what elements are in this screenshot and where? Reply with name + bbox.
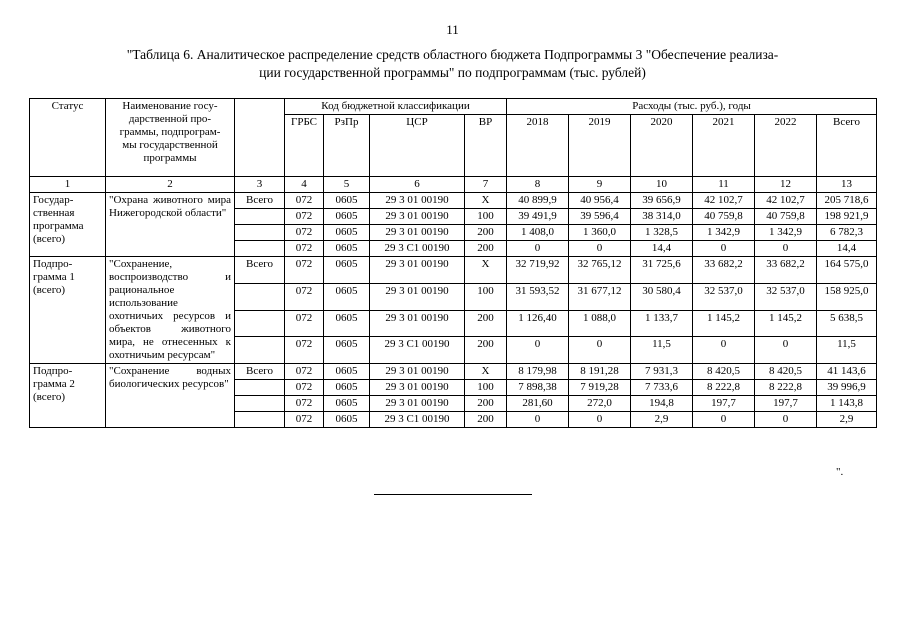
col-number: 9 xyxy=(569,177,631,193)
year-value-cell: 1 145,2 xyxy=(693,310,755,337)
year-value-cell: 0 xyxy=(755,412,817,428)
row-label-cell xyxy=(235,283,285,310)
year-value-cell: 0 xyxy=(507,337,569,364)
rzpr-cell: 0605 xyxy=(324,310,370,337)
year-value-cell: 8 222,8 xyxy=(755,380,817,396)
year-value-cell: 32 537,0 xyxy=(755,283,817,310)
rzpr-cell: 0605 xyxy=(324,337,370,364)
year-value-cell: 40 759,8 xyxy=(755,209,817,225)
total-value-cell: 158 925,0 xyxy=(817,283,877,310)
vr-cell: Х xyxy=(465,364,507,380)
header-year-2021: 2021 xyxy=(693,115,755,177)
header-year-2019: 2019 xyxy=(569,115,631,177)
rzpr-cell: 0605 xyxy=(324,380,370,396)
row-label-cell: Всего xyxy=(235,364,285,380)
total-value-cell: 205 718,6 xyxy=(817,193,877,209)
rzpr-cell: 0605 xyxy=(324,364,370,380)
year-value-cell: 31 725,6 xyxy=(631,257,693,284)
year-value-cell: 1 145,2 xyxy=(755,310,817,337)
csr-cell: 29 3 С1 00190 xyxy=(370,337,465,364)
year-value-cell: 42 102,7 xyxy=(755,193,817,209)
status-cell: Подпро- грамма 1 (всего) xyxy=(30,257,106,364)
grbs-cell: 072 xyxy=(285,412,324,428)
csr-cell: 29 3 01 00190 xyxy=(370,257,465,284)
vr-cell: 200 xyxy=(465,310,507,337)
row-label-cell xyxy=(235,396,285,412)
row-label-cell xyxy=(235,225,285,241)
col-number: 12 xyxy=(755,177,817,193)
year-value-cell: 1 133,7 xyxy=(631,310,693,337)
year-value-cell: 7 919,28 xyxy=(569,380,631,396)
rzpr-cell: 0605 xyxy=(324,193,370,209)
total-value-cell: 164 575,0 xyxy=(817,257,877,284)
header-total: Всего xyxy=(817,115,877,177)
grbs-cell: 072 xyxy=(285,283,324,310)
vr-cell: 100 xyxy=(465,283,507,310)
header-vr: ВР xyxy=(465,115,507,177)
header-rzpr: РзПр xyxy=(324,115,370,177)
year-value-cell: 11,5 xyxy=(631,337,693,364)
row-label-cell xyxy=(235,337,285,364)
csr-cell: 29 3 01 00190 xyxy=(370,396,465,412)
year-value-cell: 40 759,8 xyxy=(693,209,755,225)
rzpr-cell: 0605 xyxy=(324,283,370,310)
header-empty-cell xyxy=(235,99,285,177)
csr-cell: 29 3 С1 00190 xyxy=(370,241,465,257)
total-value-cell: 14,4 xyxy=(817,241,877,257)
year-value-cell: 8 420,5 xyxy=(755,364,817,380)
col-number: 10 xyxy=(631,177,693,193)
year-value-cell: 0 xyxy=(569,241,631,257)
year-value-cell: 0 xyxy=(755,337,817,364)
total-value-cell: 11,5 xyxy=(817,337,877,364)
vr-cell: 200 xyxy=(465,412,507,428)
grbs-cell: 072 xyxy=(285,209,324,225)
year-value-cell: 1 328,5 xyxy=(631,225,693,241)
rzpr-cell: 0605 xyxy=(324,209,370,225)
row-label-cell: Всего xyxy=(235,193,285,209)
col-number: 5 xyxy=(324,177,370,193)
col-number: 13 xyxy=(817,177,877,193)
status-cell: Государ- ственная программа (всего) xyxy=(30,193,106,257)
csr-cell: 29 3 01 00190 xyxy=(370,193,465,209)
csr-cell: 29 3 01 00190 xyxy=(370,310,465,337)
rzpr-cell: 0605 xyxy=(324,412,370,428)
column-number-row xyxy=(30,177,877,193)
vr-cell: Х xyxy=(465,257,507,284)
total-value-cell: 2,9 xyxy=(817,412,877,428)
vr-cell: 200 xyxy=(465,396,507,412)
rzpr-cell: 0605 xyxy=(324,396,370,412)
table-row xyxy=(30,257,877,284)
table-title xyxy=(60,46,845,82)
year-value-cell: 2,9 xyxy=(631,412,693,428)
table-row xyxy=(30,364,877,380)
year-value-cell: 7 931,3 xyxy=(631,364,693,380)
year-value-cell: 197,7 xyxy=(693,396,755,412)
header-year-2022: 2022 xyxy=(755,115,817,177)
year-value-cell: 40 899,9 xyxy=(507,193,569,209)
total-value-cell: 5 638,5 xyxy=(817,310,877,337)
budget-table xyxy=(29,98,877,428)
csr-cell: 29 3 01 00190 xyxy=(370,283,465,310)
total-value-cell: 1 143,8 xyxy=(817,396,877,412)
closing-quote-mark: ". xyxy=(836,466,844,478)
total-value-cell: 6 782,3 xyxy=(817,225,877,241)
vr-cell: 100 xyxy=(465,380,507,396)
grbs-cell: 072 xyxy=(285,364,324,380)
grbs-cell: 072 xyxy=(285,337,324,364)
grbs-cell: 072 xyxy=(285,193,324,209)
col-number: 7 xyxy=(465,177,507,193)
col-number: 6 xyxy=(370,177,465,193)
year-value-cell: 31 677,12 xyxy=(569,283,631,310)
year-value-cell: 7 733,6 xyxy=(631,380,693,396)
grbs-cell: 072 xyxy=(285,396,324,412)
col-number: 8 xyxy=(507,177,569,193)
year-value-cell: 1 342,9 xyxy=(755,225,817,241)
header-year-2020: 2020 xyxy=(631,115,693,177)
separator-line xyxy=(374,494,532,495)
year-value-cell: 33 682,2 xyxy=(755,257,817,284)
col-number: 4 xyxy=(285,177,324,193)
vr-cell: Х xyxy=(465,193,507,209)
year-value-cell: 32 765,12 xyxy=(569,257,631,284)
year-value-cell: 8 420,5 xyxy=(693,364,755,380)
vr-cell: 200 xyxy=(465,337,507,364)
program-name-cell: "Охрана животного мира Нижегородской области" xyxy=(106,193,235,257)
year-value-cell: 40 956,4 xyxy=(569,193,631,209)
total-value-cell: 39 996,9 xyxy=(817,380,877,396)
year-value-cell: 272,0 xyxy=(569,396,631,412)
year-value-cell: 1 408,0 xyxy=(507,225,569,241)
year-value-cell: 0 xyxy=(507,241,569,257)
year-value-cell: 1 126,40 xyxy=(507,310,569,337)
row-label-cell xyxy=(235,412,285,428)
grbs-cell: 072 xyxy=(285,225,324,241)
year-value-cell: 1 360,0 xyxy=(569,225,631,241)
year-value-cell: 0 xyxy=(569,337,631,364)
grbs-cell: 072 xyxy=(285,310,324,337)
header-status: Статус xyxy=(30,99,106,177)
rzpr-cell: 0605 xyxy=(324,257,370,284)
program-name-cell: "Сохранение водных биологических ресурсов" xyxy=(106,364,235,428)
year-value-cell: 38 314,0 xyxy=(631,209,693,225)
table-row xyxy=(30,193,877,209)
year-value-cell: 8 179,98 xyxy=(507,364,569,380)
page-number: 11 xyxy=(446,22,459,37)
col-number: 2 xyxy=(106,177,235,193)
row-label-cell xyxy=(235,209,285,225)
header-year-2018: 2018 xyxy=(507,115,569,177)
csr-cell: 29 3 С1 00190 xyxy=(370,412,465,428)
vr-cell: 100 xyxy=(465,209,507,225)
year-value-cell: 8 191,28 xyxy=(569,364,631,380)
header-expenses-group: Расходы (тыс. руб.), годы xyxy=(507,99,877,115)
grbs-cell: 072 xyxy=(285,241,324,257)
vr-cell: 200 xyxy=(465,225,507,241)
year-value-cell: 7 898,38 xyxy=(507,380,569,396)
year-value-cell: 39 491,9 xyxy=(507,209,569,225)
col-number: 11 xyxy=(693,177,755,193)
row-label-cell xyxy=(235,380,285,396)
year-value-cell: 0 xyxy=(693,337,755,364)
year-value-cell: 1 088,0 xyxy=(569,310,631,337)
col-number: 1 xyxy=(30,177,106,193)
status-cell: Подпро- грамма 2 (всего) xyxy=(30,364,106,428)
year-value-cell: 8 222,8 xyxy=(693,380,755,396)
row-label-cell xyxy=(235,310,285,337)
rzpr-cell: 0605 xyxy=(324,241,370,257)
year-value-cell: 0 xyxy=(569,412,631,428)
year-value-cell: 31 593,52 xyxy=(507,283,569,310)
year-value-cell: 194,8 xyxy=(631,396,693,412)
program-name-cell: "Сохранение, воспроизводство и рациональное использование охотничьих ресурсов и объектов животного мира, не отнесенных к охотничьим ресурсам" xyxy=(106,257,235,364)
header-code-group: Код бюджетной классификации xyxy=(285,99,507,115)
header-name: Наименование госу- дарственной про- граммы, подпрограм- мы государственной программы xyxy=(106,99,235,177)
year-value-cell: 32 719,92 xyxy=(507,257,569,284)
year-value-cell: 39 656,9 xyxy=(631,193,693,209)
year-value-cell: 197,7 xyxy=(755,396,817,412)
year-value-cell: 30 580,4 xyxy=(631,283,693,310)
total-value-cell: 198 921,9 xyxy=(817,209,877,225)
rzpr-cell: 0605 xyxy=(324,225,370,241)
year-value-cell: 42 102,7 xyxy=(693,193,755,209)
year-value-cell: 39 596,4 xyxy=(569,209,631,225)
total-value-cell: 41 143,6 xyxy=(817,364,877,380)
grbs-cell: 072 xyxy=(285,380,324,396)
csr-cell: 29 3 01 00190 xyxy=(370,380,465,396)
year-value-cell: 0 xyxy=(507,412,569,428)
row-label-cell xyxy=(235,241,285,257)
year-value-cell: 33 682,2 xyxy=(693,257,755,284)
year-value-cell: 1 342,9 xyxy=(693,225,755,241)
header-grbs: ГРБС xyxy=(285,115,324,177)
header-row-1 xyxy=(30,99,877,115)
csr-cell: 29 3 01 00190 xyxy=(370,225,465,241)
table-title-line-2: ции государственной программы" по подпрограммам (тыс. рублей) xyxy=(259,65,646,80)
year-value-cell: 0 xyxy=(693,412,755,428)
table-title-line-1: "Таблица 6. Аналитическое распределение средств областного бюджета Подпрограммы 3 "Обеспечение реализа- xyxy=(126,47,779,62)
row-label-cell: Всего xyxy=(235,257,285,284)
year-value-cell: 0 xyxy=(693,241,755,257)
col-number: 3 xyxy=(235,177,285,193)
year-value-cell: 0 xyxy=(755,241,817,257)
year-value-cell: 281,60 xyxy=(507,396,569,412)
header-csr: ЦСР xyxy=(370,115,465,177)
year-value-cell: 32 537,0 xyxy=(693,283,755,310)
year-value-cell: 14,4 xyxy=(631,241,693,257)
vr-cell: 200 xyxy=(465,241,507,257)
csr-cell: 29 3 01 00190 xyxy=(370,364,465,380)
grbs-cell: 072 xyxy=(285,257,324,284)
csr-cell: 29 3 01 00190 xyxy=(370,209,465,225)
